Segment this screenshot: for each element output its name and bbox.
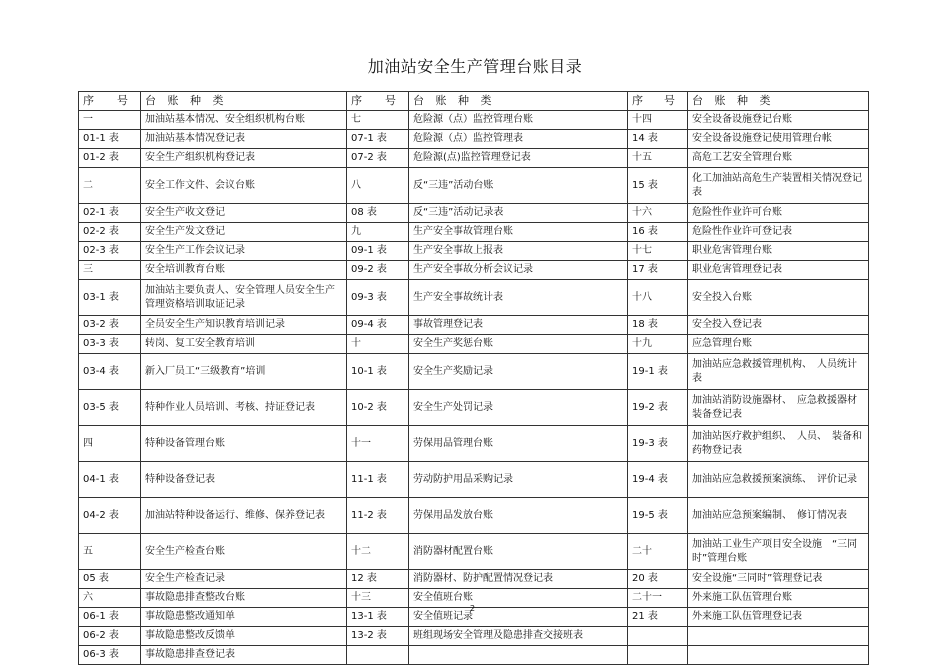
table-row — [79, 204, 869, 223]
ledger-name-cell: 加油站基本情况登记表 — [141, 130, 347, 149]
ledger-name-cell: 加油站应急救援管理机构、 人员统计表 — [688, 354, 869, 390]
ledger-name-cell: 劳保用品管理台账 — [409, 426, 628, 462]
table-row — [79, 335, 869, 354]
table-row — [79, 242, 869, 261]
serial-cell: 09-1 表 — [347, 242, 409, 261]
serial-cell: 十二 — [347, 534, 409, 570]
ledger-name-cell: 班组现场安全管理及隐患排查交接班表 — [409, 627, 628, 646]
serial-cell: 十 — [347, 335, 409, 354]
serial-cell: 三 — [79, 261, 141, 280]
table-body — [79, 111, 869, 665]
serial-cell: 16 表 — [628, 223, 688, 242]
ledger-name-cell: 安全生产处罚记录 — [409, 390, 628, 426]
ledger-name-cell: 加油站主要负责人、安全管理人员安全生产管理资格培训取证记录 — [141, 280, 347, 316]
serial-cell: 20 表 — [628, 570, 688, 589]
ledger-name-cell: 反“三违”活动台账 — [409, 168, 628, 204]
serial-cell: 15 表 — [628, 168, 688, 204]
serial-cell: 12 表 — [347, 570, 409, 589]
serial-cell: 八 — [347, 168, 409, 204]
ledger-name-cell: 安全投入登记表 — [688, 316, 869, 335]
serial-cell: 十四 — [628, 111, 688, 130]
ledger-name-cell: 劳动防护用品采购记录 — [409, 462, 628, 498]
table-row — [79, 570, 869, 589]
serial-cell: 07-1 表 — [347, 130, 409, 149]
ledger-name-cell: 化工加油站高危生产装置相关情况登记表 — [688, 168, 869, 204]
serial-cell: 六 — [79, 589, 141, 608]
ledger-name-cell: 加油站特种设备运行、维修、保养登记表 — [141, 498, 347, 534]
serial-cell: 02-3 表 — [79, 242, 141, 261]
ledger-name-cell: 危险性作业许可台账 — [688, 204, 869, 223]
table-row — [79, 130, 869, 149]
serial-cell: 19-2 表 — [628, 390, 688, 426]
header-ledger-type: 台 账 种 类 — [688, 92, 869, 111]
ledger-name-cell: 特种设备管理台账 — [141, 426, 347, 462]
serial-cell — [347, 646, 409, 665]
serial-cell: 19-4 表 — [628, 462, 688, 498]
ledger-name-cell: 安全值班记录 — [409, 608, 628, 627]
header-serial-number: 序 号 — [79, 92, 141, 111]
ledger-name-cell: 职业危害管理台账 — [688, 242, 869, 261]
serial-cell: 二十一 — [628, 589, 688, 608]
ledger-name-cell: 消防器材配置台账 — [409, 534, 628, 570]
serial-cell: 06-1 表 — [79, 608, 141, 627]
serial-cell: 03-1 表 — [79, 280, 141, 316]
table-row — [79, 316, 869, 335]
ledger-name-cell: 危险源(点)监控管理登记表 — [409, 149, 628, 168]
ledger-name-cell: 生产安全事故上报表 — [409, 242, 628, 261]
header-ledger-type: 台 账 种 类 — [409, 92, 628, 111]
serial-cell: 07-2 表 — [347, 149, 409, 168]
serial-cell: 10-1 表 — [347, 354, 409, 390]
ledger-name-cell: 加油站应急预案编制、 修订情况表 — [688, 498, 869, 534]
ledger-name-cell: 劳保用品发放台账 — [409, 498, 628, 534]
serial-cell: 09-2 表 — [347, 261, 409, 280]
table-row — [79, 390, 869, 426]
table-row — [79, 111, 869, 130]
serial-cell: 10-2 表 — [347, 390, 409, 426]
ledger-name-cell: 加油站应急救援预案演练、 评价记录 — [688, 462, 869, 498]
serial-cell: 02-2 表 — [79, 223, 141, 242]
serial-cell: 18 表 — [628, 316, 688, 335]
ledger-name-cell: 生产安全事故管理台账 — [409, 223, 628, 242]
serial-cell: 11-2 表 — [347, 498, 409, 534]
serial-cell: 03-2 表 — [79, 316, 141, 335]
table-row — [79, 280, 869, 316]
serial-cell: 03-4 表 — [79, 354, 141, 390]
ledger-name-cell: 应急管理台账 — [688, 335, 869, 354]
serial-cell: 14 表 — [628, 130, 688, 149]
ledger-name-cell: 危险源（点）监控管理台账 — [409, 111, 628, 130]
ledger-name-cell: 转岗、复工安全教育培训 — [141, 335, 347, 354]
serial-cell: 06-3 表 — [79, 646, 141, 665]
ledger-name-cell: 消防器材、防护配置情况登记表 — [409, 570, 628, 589]
serial-cell: 17 表 — [628, 261, 688, 280]
serial-cell: 04-2 表 — [79, 498, 141, 534]
ledger-name-cell: 安全生产收文登记 — [141, 204, 347, 223]
ledger-name-cell: 危险性作业许可登记表 — [688, 223, 869, 242]
serial-cell: 03-3 表 — [79, 335, 141, 354]
serial-cell: 五 — [79, 534, 141, 570]
serial-cell: 01-1 表 — [79, 130, 141, 149]
page-title: 加油站安全生产管理台账目录 — [367, 57, 583, 76]
serial-cell: 19-1 表 — [628, 354, 688, 390]
serial-cell: 05 表 — [79, 570, 141, 589]
ledger-name-cell: 事故隐患排查登记表 — [141, 646, 347, 665]
serial-cell: 06-2 表 — [79, 627, 141, 646]
table-row — [79, 627, 869, 646]
ledger-name-cell: 安全生产发文登记 — [141, 223, 347, 242]
serial-cell: 01-2 表 — [79, 149, 141, 168]
table-row — [79, 498, 869, 534]
ledger-name-cell: 特种设备登记表 — [141, 462, 347, 498]
serial-cell: 13-2 表 — [347, 627, 409, 646]
ledger-name-cell: 危险源（点）监控管理表 — [409, 130, 628, 149]
serial-cell: 09-4 表 — [347, 316, 409, 335]
serial-cell: 03-5 表 — [79, 390, 141, 426]
ledger-name-cell: 事故隐患整改通知单 — [141, 608, 347, 627]
header-ledger-type: 台 账 种 类 — [141, 92, 347, 111]
header-serial-number: 序 号 — [628, 92, 688, 111]
table-row — [79, 534, 869, 570]
table-row — [79, 462, 869, 498]
ledger-name-cell: 特种作业人员培训、考核、持证登记表 — [141, 390, 347, 426]
serial-cell: 二十 — [628, 534, 688, 570]
ledger-name-cell: 安全生产奖励记录 — [409, 354, 628, 390]
header-serial-number: 序 号 — [347, 92, 409, 111]
table-row — [79, 354, 869, 390]
serial-cell: 十七 — [628, 242, 688, 261]
table-row — [79, 261, 869, 280]
ledger-name-cell: 加油站基本情况、安全组织机构台账 — [141, 111, 347, 130]
serial-cell — [628, 646, 688, 665]
ledger-name-cell: 事故管理登记表 — [409, 316, 628, 335]
ledger-table — [78, 91, 869, 665]
serial-cell: 11-1 表 — [347, 462, 409, 498]
ledger-name-cell: 安全生产组织机构登记表 — [141, 149, 347, 168]
ledger-name-cell — [688, 646, 869, 665]
ledger-name-cell: 生产安全事故分析会议记录 — [409, 261, 628, 280]
serial-cell: 19-5 表 — [628, 498, 688, 534]
ledger-name-cell: 加油站医疗救护组织、 人员、 装备和药物登记表 — [688, 426, 869, 462]
ledger-name-cell: 安全投入台账 — [688, 280, 869, 316]
ledger-name-cell: 事故隐患排查整改台账 — [141, 589, 347, 608]
table-row — [79, 223, 869, 242]
ledger-name-cell: 新入厂员工“三级教育”培训 — [141, 354, 347, 390]
ledger-name-cell: 安全设施“三同时”管理登记表 — [688, 570, 869, 589]
ledger-name-cell: 安全生产工作会议记录 — [141, 242, 347, 261]
table-header-row — [79, 92, 869, 111]
table-row — [79, 168, 869, 204]
serial-cell — [628, 627, 688, 646]
ledger-name-cell: 加油站消防设施器材、 应急救援器材装备登记表 — [688, 390, 869, 426]
ledger-name-cell: 全员安全生产知识教育培训记录 — [141, 316, 347, 335]
ledger-name-cell: 安全生产奖惩台账 — [409, 335, 628, 354]
ledger-name-cell: 职业危害管理登记表 — [688, 261, 869, 280]
ledger-name-cell: 安全设备设施登记使用管理台帐 — [688, 130, 869, 149]
table-row — [79, 426, 869, 462]
ledger-name-cell: 加油站工业生产项目安全设施 “三同时”管理台账 — [688, 534, 869, 570]
serial-cell: 十五 — [628, 149, 688, 168]
serial-cell: 十六 — [628, 204, 688, 223]
serial-cell: 十一 — [347, 426, 409, 462]
serial-cell: 08 表 — [347, 204, 409, 223]
serial-cell: 十九 — [628, 335, 688, 354]
ledger-name-cell: 生产安全事故统计表 — [409, 280, 628, 316]
table-row — [79, 646, 869, 665]
serial-cell: 一 — [79, 111, 141, 130]
serial-cell: 04-1 表 — [79, 462, 141, 498]
serial-cell: 二 — [79, 168, 141, 204]
serial-cell: 13-1 表 — [347, 608, 409, 627]
page-number: 2 — [470, 604, 476, 613]
serial-cell: 四 — [79, 426, 141, 462]
ledger-name-cell: 反“三违”活动记录表 — [409, 204, 628, 223]
serial-cell: 02-1 表 — [79, 204, 141, 223]
serial-cell: 09-3 表 — [347, 280, 409, 316]
serial-cell: 21 表 — [628, 608, 688, 627]
ledger-name-cell: 安全生产检查记录 — [141, 570, 347, 589]
serial-cell: 十三 — [347, 589, 409, 608]
table-row — [79, 149, 869, 168]
ledger-name-cell — [688, 627, 869, 646]
serial-cell: 19-3 表 — [628, 426, 688, 462]
ledger-name-cell: 安全培训教育台账 — [141, 261, 347, 280]
serial-cell: 七 — [347, 111, 409, 130]
ledger-name-cell: 高危工艺安全管理台账 — [688, 149, 869, 168]
ledger-name-cell: 外来施工队伍管理台账 — [688, 589, 869, 608]
ledger-name-cell: 安全设备设施登记台账 — [688, 111, 869, 130]
ledger-name-cell: 安全值班台账 — [409, 589, 628, 608]
serial-cell: 十八 — [628, 280, 688, 316]
ledger-name-cell: 安全工作文件、会议台账 — [141, 168, 347, 204]
ledger-name-cell: 外来施工队伍管理登记表 — [688, 608, 869, 627]
ledger-name-cell: 事故隐患整改反馈单 — [141, 627, 347, 646]
ledger-name-cell: 安全生产检查台账 — [141, 534, 347, 570]
serial-cell: 九 — [347, 223, 409, 242]
ledger-name-cell — [409, 646, 628, 665]
